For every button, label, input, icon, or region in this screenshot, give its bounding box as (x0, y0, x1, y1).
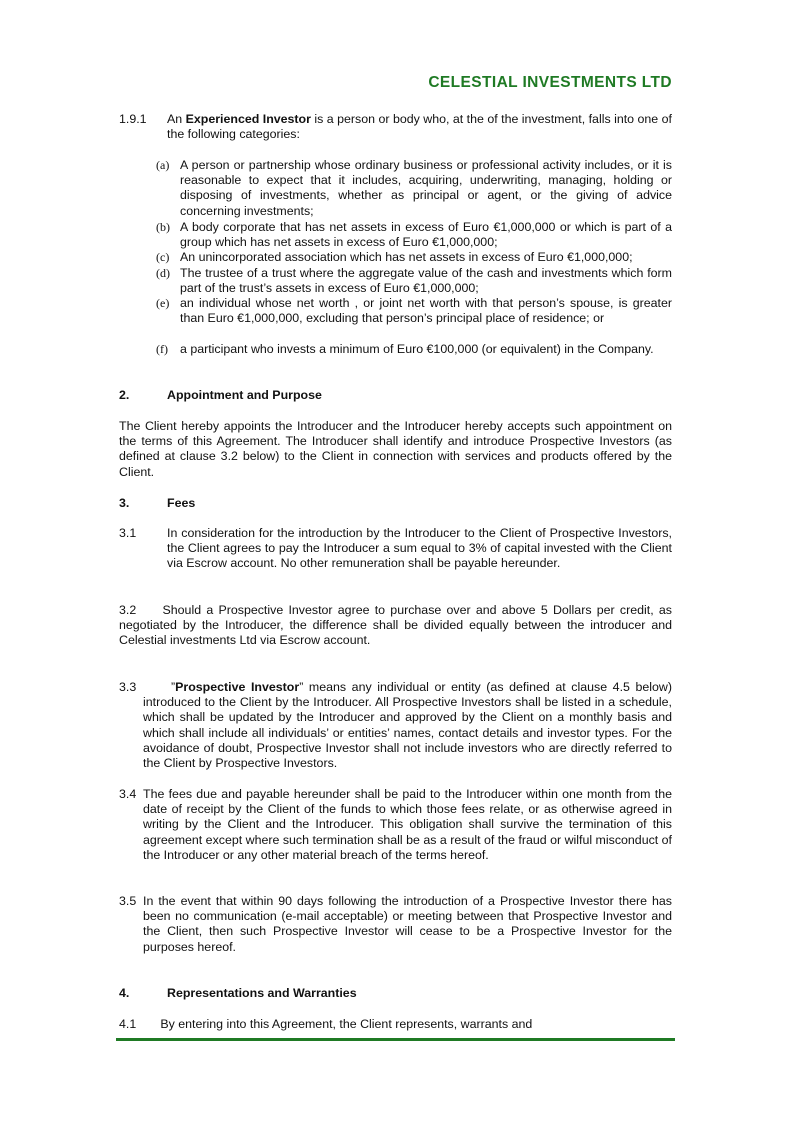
section-heading (119, 986, 357, 1001)
clause-1-9-1 (119, 112, 672, 142)
clause-number: 4.1 (119, 1017, 137, 1031)
item-text: a participant who invests a minimum of Euro €100,000 (or equivalent) in the Company. (180, 342, 654, 356)
clause-text: In consideration for the introduction by the Introducer to the Client of Prospective Investors, the Client agrees to pay the Introducer a sum equal to 3% of capital invested with the Client via Escrow account. No other remuneration shall be payable hereunder. (167, 526, 672, 571)
defined-term: Experienced Investor (185, 112, 311, 126)
company-name: CELESTIAL INVESTMENTS LTD (428, 74, 672, 91)
item-label: (f) (156, 342, 168, 356)
section-title: Appointment and Purpose (167, 388, 322, 402)
item-label: (e) (156, 296, 170, 310)
section-heading (119, 388, 322, 403)
list-item (156, 158, 672, 219)
clause-number: 3.2 (119, 603, 137, 617)
list-item (156, 296, 672, 326)
defined-term: Prospective Investor (175, 680, 300, 694)
clause-number: 3.3 (119, 680, 137, 694)
section-heading (119, 496, 195, 511)
item-text: The trustee of a trust where the aggregate value of the cash and investments which form part of the trust’s assets in excess of Euro €1,000,000; (180, 266, 672, 296)
clause-3-3 (119, 680, 672, 771)
clause-3-2 (119, 603, 672, 649)
section-title: Fees (167, 496, 196, 510)
section-number: 2. (119, 388, 130, 402)
section-title: Representations and Warranties (167, 986, 357, 1000)
list-item (156, 220, 672, 250)
item-text: an individual whose net worth , or joint net worth with that person’s spouse, is greater than Euro €1,000,000, excluding that person’s principal place of residence; or (180, 296, 672, 326)
clause-text: Should a Prospective Investor agree to purchase over and above 5 Dollars per credit, as negotiated by the Introducer, the difference shall be divided equally between the introducer and Celestial investments Ltd via Escrow account. (119, 603, 673, 648)
clause-text: By entering into this Agreement, the Client represents, warrants and (160, 1017, 533, 1031)
clause-text: The fees due and payable hereunder shall be paid to the Introducer within one month from the date of receipt by the Client of the funds to which those fees relate, or as otherwise agreed in writing by the Client and the Introducer. This obligation shall survive the termination of this agreement except where such termination shall be as a result of the fraud or wilful misconduct of the Introducer or any other material breach of the terms hereof. (143, 787, 672, 862)
clause-4-1 (119, 1017, 672, 1032)
clause-3-4 (119, 787, 672, 863)
list-item (156, 266, 672, 296)
clause-text: In the event that within 90 days following the introduction of a Prospective Investor there has been no communication (e-mail acceptable) or meeting between that Prospective Investor and the Client, then such Prospective Investor will cease to be a Prospective Investor for the purposes hereof. (143, 894, 672, 954)
section-number: 4. (119, 986, 130, 1000)
item-text: An unincorporated association which has net assets in excess of Euro €1,000,000; (180, 250, 633, 264)
item-label: (b) (156, 220, 170, 234)
clause-text: ”Prospective Investor” means any individual or entity (as defined at clause 4.5 below) introduced to the Client by the Introducer. All Prospective Investors shall be listed in a schedule, which shall be updated by the Introducer and approved by the Client on a monthly basis and which shall include all individuals’ or entities’ names, contact details and investor types. For the avoidance of doubt, Prospective Investor shall not include investors who are directly referred to the Client by Prospective Investors. (143, 680, 672, 771)
footer-rule (116, 1038, 675, 1041)
clause-3-1 (119, 526, 672, 572)
clause-number: 3.4 (119, 787, 137, 801)
clause-number: 1.9.1 (119, 112, 147, 126)
item-text: A body corporate that has net assets in excess of Euro €1,000,000 or which is part of a group which has net assets in excess of Euro €1,000,000; (180, 220, 672, 250)
section-number: 3. (119, 496, 130, 510)
clause-number: 3.5 (119, 894, 137, 908)
item-label: (a) (156, 158, 170, 172)
list-item (156, 342, 672, 357)
section-body: The Client hereby appoints the Introducer and the Introducer hereby accepts such appointment on the terms of this Agreement. The Introducer shall identify and introduce Prospective Investors (as defined at clause 3.2 below) to the Client in connection with services and products offered by the Client. (119, 419, 672, 479)
item-text: A person or partnership whose ordinary business or professional activity includes, or it is reasonable to expect that it includes, acquiring, underwriting, managing, holding or disposing of investments, whether as principal or agent, or the giving of advice concerning investments; (180, 158, 672, 218)
item-label: (c) (156, 250, 170, 264)
list-item (156, 250, 672, 265)
item-label: (d) (156, 266, 170, 280)
clause-3-5 (119, 894, 672, 955)
clause-text: An Experienced Investor is a person or body who, at the of the investment, falls into one of the following categories: (167, 112, 672, 142)
clause-number: 3.1 (119, 526, 137, 540)
